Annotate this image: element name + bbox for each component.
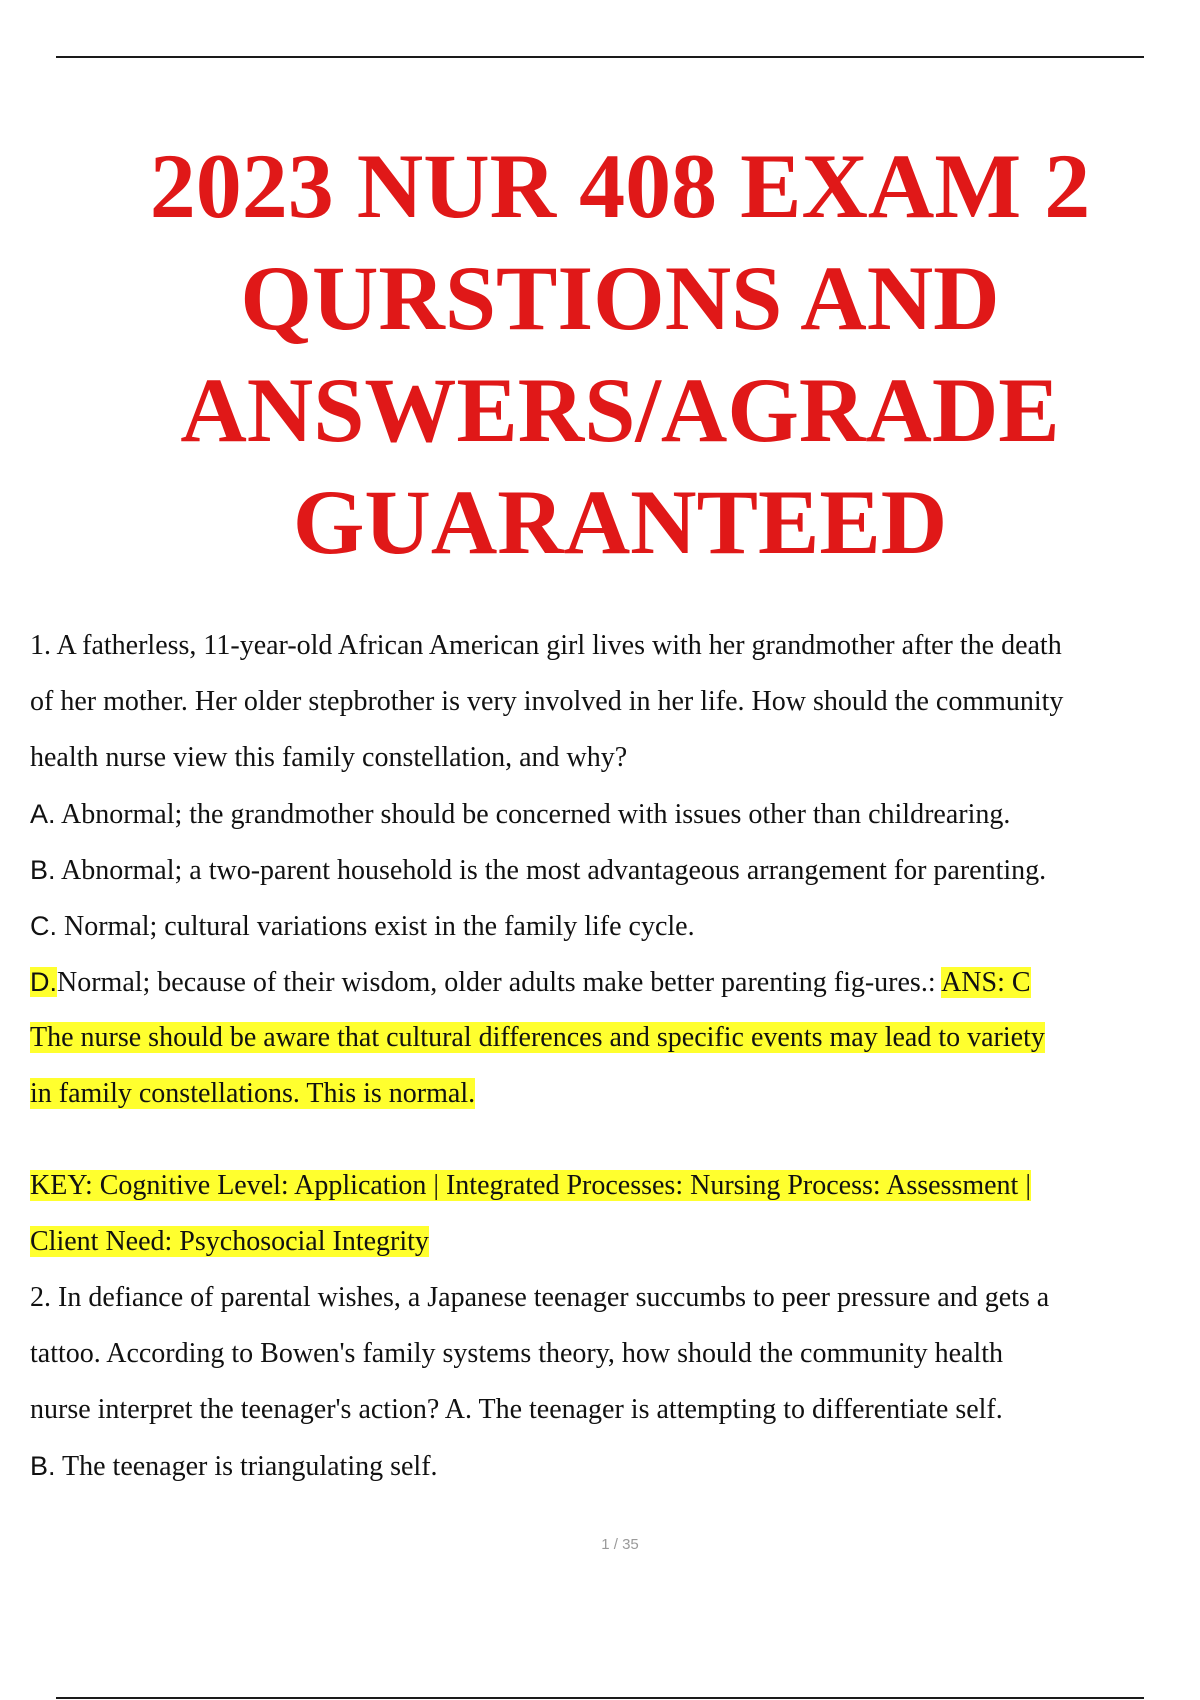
option-text: Normal; because of their wisdom, older adults make better parenting fig-ures.:	[57, 967, 942, 998]
title-line: GUARANTEED	[292, 471, 948, 573]
rationale-line	[30, 1066, 1200, 1122]
document-body	[30, 618, 1200, 1494]
spacer	[30, 1122, 1200, 1158]
document-title	[0, 130, 1200, 578]
answer-highlight: ANS: C	[941, 967, 1031, 998]
option-text: The teenager is triangulating self.	[55, 1451, 438, 1482]
question-1-option-c	[30, 898, 1200, 954]
title-line: 2023 NUR 408 EXAM 2	[149, 135, 1091, 237]
question-2-stem-line: nurse interpret the teenager's action? A. The teenager is attempting to differentiate self.	[30, 1394, 1003, 1425]
question-2-option-b	[30, 1438, 1200, 1494]
question-1-stem-line: health nurse view this family constellation, and why?	[30, 742, 628, 773]
option-letter: A.	[30, 799, 56, 829]
question-1-stem-line: of her mother. Her older stepbrother is very involved in her life. How should the community	[30, 686, 1064, 717]
option-letter: C.	[30, 911, 57, 941]
option-letter: B.	[30, 855, 56, 885]
rationale-text: The nurse should be aware that cultural differences and specific events may lead to variety	[30, 1022, 1045, 1053]
key-text: Client Need: Psychosocial Integrity	[30, 1226, 429, 1257]
question-1-option-a	[30, 786, 1200, 842]
top-rule	[56, 56, 1144, 58]
rationale-line	[30, 1010, 1200, 1066]
title-line: QURSTIONS AND	[240, 247, 1000, 349]
title-line: ANSWERS/AGRADE	[180, 359, 1060, 461]
question-1-stem-line: 1. A fatherless, 11-year-old African American girl lives with her grandmother after the death	[30, 630, 1062, 661]
option-text: Abnormal; a two-parent household is the most advantageous arrangement for parenting.	[55, 855, 1047, 886]
option-text: Abnormal; the grandmother should be concerned with issues other than childrearing.	[55, 799, 1011, 830]
rationale-text: in family constellations. This is normal.	[30, 1078, 476, 1109]
question-2-stem-line: 2. In defiance of parental wishes, a Japanese teenager succumbs to peer pressure and gets a	[30, 1282, 1050, 1313]
option-letter: D.	[30, 967, 57, 997]
option-letter: B.	[30, 1451, 56, 1481]
bottom-rule	[56, 1697, 1144, 1699]
key-line	[30, 1214, 1200, 1270]
question-1-option-d	[30, 954, 1200, 1010]
question-2-stem-line: tattoo. According to Bowen's family systems theory, how should the community health	[30, 1338, 1003, 1369]
question-1-option-b	[30, 842, 1200, 898]
page-number: 1 / 35	[601, 1536, 639, 1553]
option-text: Normal; cultural variations exist in the family life cycle.	[57, 911, 695, 942]
key-line	[30, 1158, 1200, 1214]
key-text: KEY: Cognitive Level: Application | Integrated Processes: Nursing Process: Assessment |	[30, 1170, 1031, 1201]
